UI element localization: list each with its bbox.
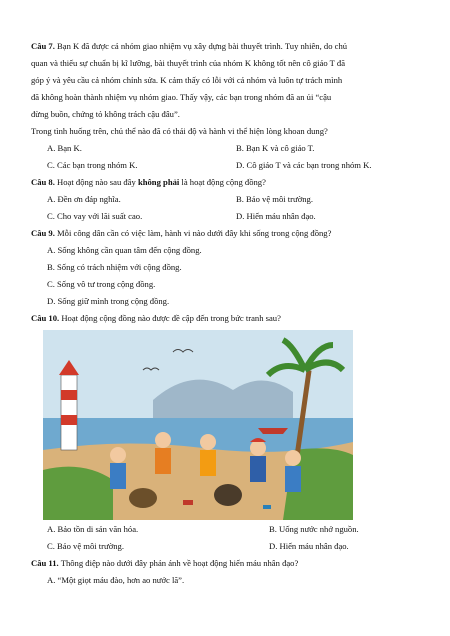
q11-option-a[interactable]: A. “Một giọt máu đào, hơn ao nước lã”. <box>47 575 185 585</box>
q7-options-row-1 <box>31 140 421 157</box>
lighthouse-stripe-1 <box>61 390 77 400</box>
q7-line-4: đã không hoàn thành nhiệm vụ nhóm giao. Thấy vậy, các bạn trong nhóm đã an ủi “cậu <box>31 92 332 102</box>
q10-option-d[interactable]: D. Hiến máu nhân đạo. <box>269 541 349 551</box>
q7-options-row-2 <box>31 157 421 174</box>
q8-options-row-2 <box>31 208 421 225</box>
child-2-head <box>155 432 171 448</box>
q8-option-d[interactable]: D. Hiến máu nhân đạo. <box>236 211 316 221</box>
q9-option-c[interactable]: C. Sống vô tư trong cộng đồng. <box>47 279 156 289</box>
lighthouse-tower <box>61 375 77 450</box>
lighthouse-stripe-2 <box>61 415 77 425</box>
q7-option-c[interactable]: C. Các bạn trong nhóm K. <box>47 160 138 170</box>
q8-option-c[interactable]: C. Cho vay với lãi suất cao. <box>47 211 143 221</box>
q11-stem <box>31 555 421 572</box>
q8-text-after: là hoạt động cộng đồng? <box>179 177 266 187</box>
boat <box>258 428 288 434</box>
child-4-head <box>250 440 266 456</box>
q8-option-a[interactable]: A. Đền ơn đáp nghĩa. <box>47 194 121 204</box>
q7-option-d[interactable]: D. Cô giáo T và các bạn trong nhóm K. <box>236 160 372 170</box>
child-3-head <box>200 434 216 450</box>
child-4-shirt <box>250 456 266 482</box>
q7-line-3: góp ý và yêu cầu cả nhóm chỉnh sửa. K cảm thấy có lỗi với cả nhóm và luôn tự trách mình <box>31 75 343 85</box>
grass-left <box>43 467 113 520</box>
child-5-shirt <box>285 466 301 492</box>
q7-line-5: đừng buồn, chứng tỏ không trách cậu đâu”. <box>31 109 180 119</box>
q8-stem <box>31 174 421 191</box>
q10-options-row-1 <box>31 521 421 538</box>
q11-text: Thông điệp nào dưới đây phản ánh về hoạt động hiến máu nhân đạo? <box>58 558 299 568</box>
q8-bold-text: không phải <box>137 177 180 187</box>
beach-cleanup-illustration <box>43 330 353 520</box>
q10-text: Hoạt động cộng đồng nào được đề cập đến trong bức tranh sau? <box>59 313 281 323</box>
q10-option-b[interactable]: B. Uống nước nhớ nguồn. <box>269 524 359 534</box>
q8-options-row-1 <box>31 191 421 208</box>
beach-cleanup-drawing <box>43 330 353 520</box>
child-5-head <box>285 450 301 466</box>
q10-label: Câu 10. <box>31 313 60 323</box>
litter-1 <box>183 500 193 505</box>
child-3-shirt <box>200 450 216 476</box>
q10-stem <box>31 310 421 327</box>
child-1-head <box>110 447 126 463</box>
q9-option-b[interactable]: B. Sống có trách nhiệm với cộng đồng. <box>47 262 182 272</box>
q10-option-a[interactable]: A. Bảo tồn di sản văn hóa. <box>47 524 139 534</box>
child-2-shirt <box>155 448 171 474</box>
q7-label: Câu 7. <box>31 41 55 51</box>
q9-stem <box>31 225 421 242</box>
q11-label: Câu 11. <box>31 558 59 568</box>
q8-label: Câu 8. <box>31 177 55 187</box>
q9-text: Mỗi công dân cần có việc làm, hành vi nào dưới đây khi sống trong cộng đồng? <box>54 228 332 238</box>
q7-line-2: quan và thiếu sự chuẩn bị kĩ lưỡng, bài thuyết trình của nhóm K không tốt nên cô giáo T đã <box>31 58 346 68</box>
trash-bag-1 <box>129 488 157 508</box>
q7-line-1: Bạn K đã được cả nhóm giao nhiệm vụ xây dựng bài thuyết trình. Tuy nhiên, do chủ <box>54 41 348 51</box>
q8-text-before: Hoạt động nào sau đây <box>54 177 138 187</box>
trash-bag-2 <box>214 484 242 506</box>
q9-label: Câu 9. <box>31 228 55 238</box>
q9-option-a[interactable]: A. Sống không cần quan tâm đến cộng đồng. <box>47 245 202 255</box>
litter-2 <box>263 505 271 509</box>
q9-option-d[interactable]: D. Sống giữ mình trong cộng đồng. <box>47 296 170 306</box>
q8-option-b[interactable]: B. Bảo vệ môi trường. <box>236 194 313 204</box>
q7-option-b[interactable]: B. Bạn K và cô giáo T. <box>236 143 315 153</box>
q7-stem <box>31 38 421 55</box>
q10-options-row-2 <box>31 538 421 555</box>
child-1-shirt <box>110 463 126 489</box>
q7-option-a[interactable]: A. Bạn K. <box>47 143 82 153</box>
q10-option-c[interactable]: C. Bảo vệ môi trường. <box>47 541 124 551</box>
q7-line-6: Trong tình huống trên, chủ thể nào đã có thái độ và hành vi thể hiện lòng khoan dung? <box>31 126 328 136</box>
